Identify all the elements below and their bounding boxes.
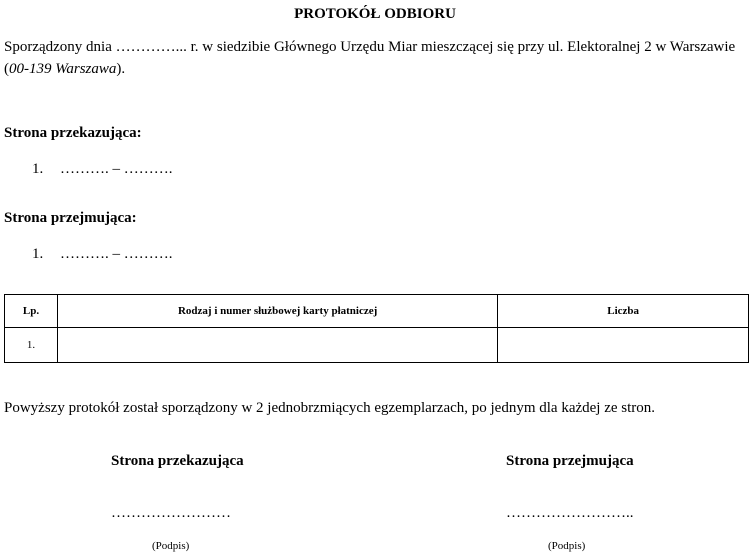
header-quantity: Liczba xyxy=(498,295,749,328)
list-item-number: 1. xyxy=(32,246,44,262)
list-item-number: 1. xyxy=(32,161,44,177)
signature-heading-transferring: Strona przekazująca xyxy=(111,453,244,469)
intro-paren-close: ). xyxy=(116,61,126,77)
intro-paren-open: ( xyxy=(4,61,9,77)
transferring-party-item xyxy=(32,161,173,178)
receiving-party-item xyxy=(32,246,173,263)
cell-card-type xyxy=(57,328,497,363)
intro-postal-address: 00-139 Warszawa xyxy=(9,61,117,77)
transferring-party-heading: Strona przekazująca: xyxy=(4,125,142,141)
intro-line-1: Sporządzony dnia …………... r. w siedzibie Głównego Urzędu Miar mieszczącej się przy ul. Elektoralnej 2 w Warszawie xyxy=(4,39,736,55)
signature-caption-receiving: (Podpis) xyxy=(548,540,586,552)
list-item-text: ………. – ………. xyxy=(60,161,173,177)
list-item-text: ………. – ………. xyxy=(60,246,173,262)
closing-statement: Powyższy protokół został sporządzony w 2 jednobrzmiących egzemplarzach, po jednym dla każdej ze stron. xyxy=(4,400,656,416)
signature-caption-transferring: (Podpis) xyxy=(152,540,190,552)
header-lp: Lp. xyxy=(5,295,58,328)
header-card-type: Rodzaj i numer służbowej karty płatniczej xyxy=(57,295,497,328)
signature-line-receiving: …………………….. xyxy=(506,505,634,521)
cell-quantity xyxy=(498,328,749,363)
table-header-row xyxy=(5,295,749,328)
receiving-party-heading: Strona przejmująca: xyxy=(4,210,137,226)
cell-lp: 1. xyxy=(5,328,58,363)
intro-line-2 xyxy=(4,61,125,78)
document-title: PROTOKÓŁ ODBIORU xyxy=(294,6,456,22)
signature-heading-receiving: Strona przejmująca xyxy=(506,453,634,469)
signature-line-transferring: …………………… xyxy=(111,505,231,521)
table-row xyxy=(5,328,749,363)
cards-table xyxy=(4,294,749,363)
